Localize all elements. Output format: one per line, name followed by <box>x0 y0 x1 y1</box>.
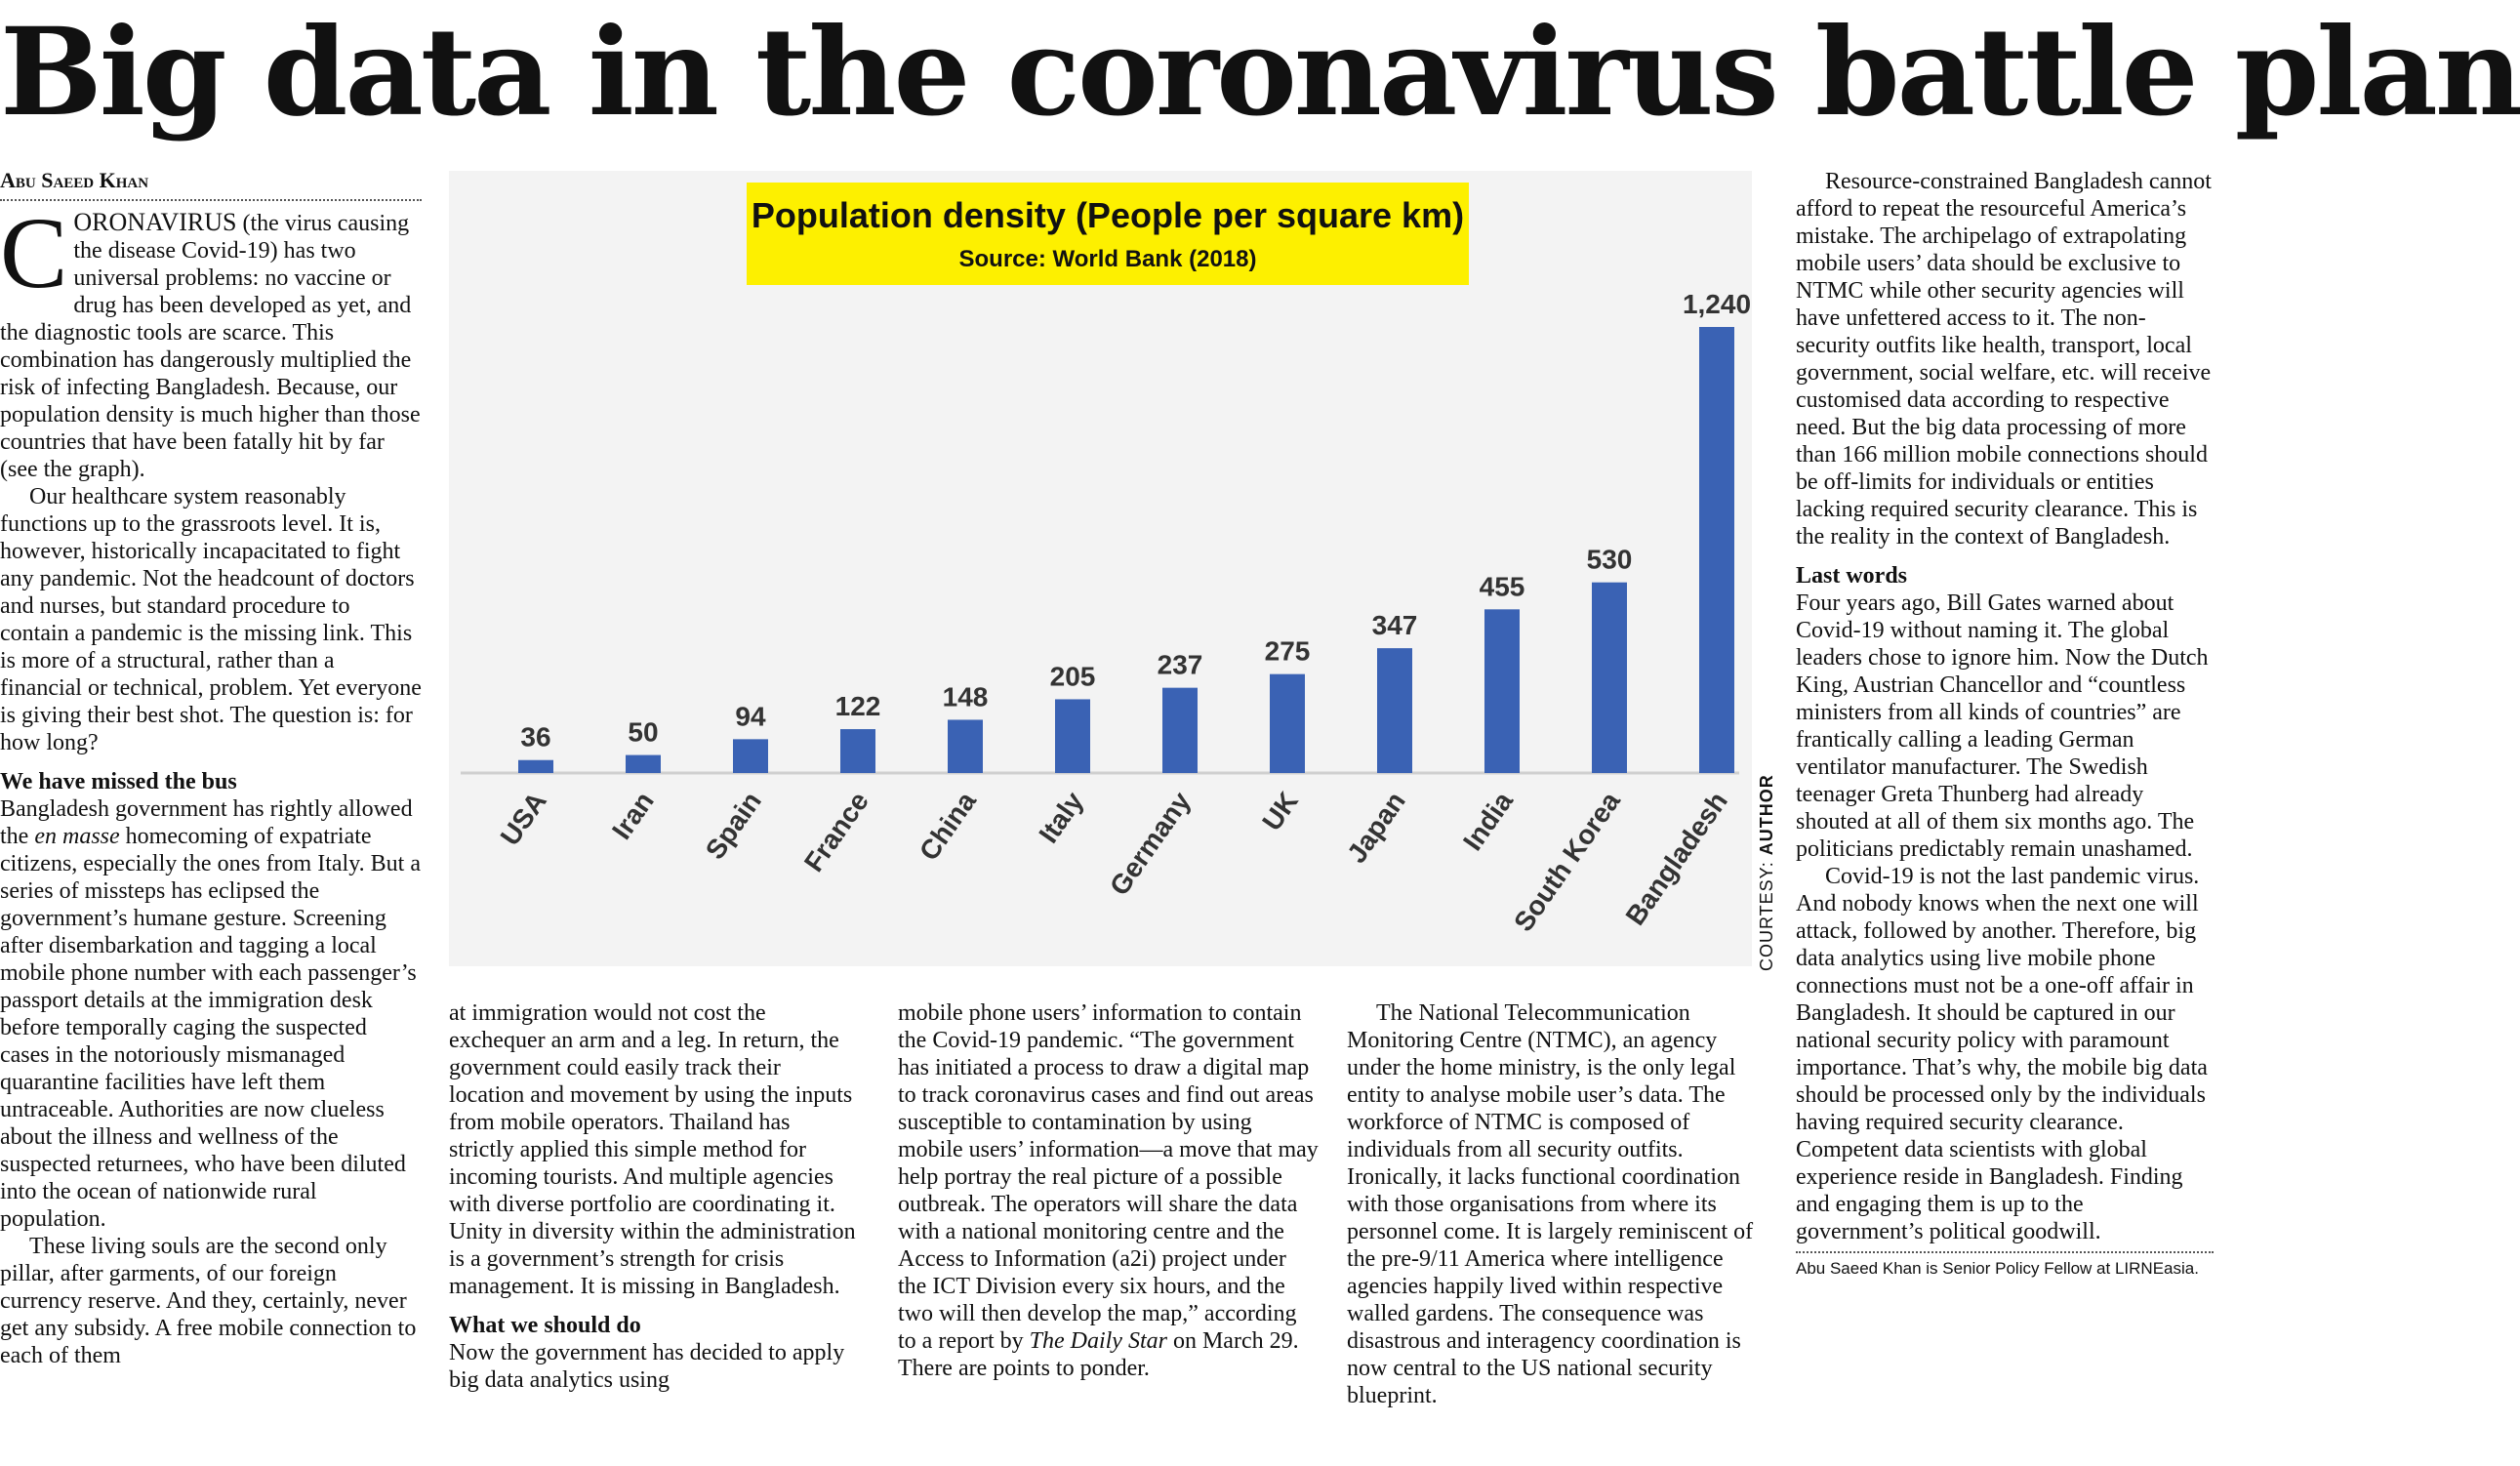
drop-cap: C <box>0 197 68 309</box>
article-column-5 <box>1796 168 2214 1466</box>
tick-label: India <box>1457 786 1519 856</box>
paragraph: Now the government has decided to apply big data analytics using <box>449 1340 845 1393</box>
paragraph <box>0 795 422 1233</box>
tick-label: South Korea <box>1508 786 1626 937</box>
data-label: 347 <box>1371 610 1418 641</box>
photo-credit <box>1757 774 1777 971</box>
tick-label: USA <box>494 786 552 851</box>
tick-label: France <box>797 786 874 877</box>
data-label: 94 <box>735 701 766 732</box>
data-label: 455 <box>1479 571 1525 602</box>
chart-subtitle: Source: World Bank (2018) <box>958 246 1257 272</box>
text-run: homecoming of expatriate citizens, especially the ones from Italy. But a series of missteps has eclipsed the government’s humane gesture. Screening after disembarkation and tagging a local mobile phone number with each passenger’s passport details at the immigration desk before temporally caging the suspected cases in the notoriously mismanaged quarantine facilities have left them untraceable. Authorities are now clueless about the illness and wellness of the suspected returnees, who have been diluted into the ocean of nationwide rural population. <box>0 824 421 1232</box>
section-heading: What we should do <box>449 1313 641 1338</box>
bar-italy <box>1055 699 1090 773</box>
tick-label: Germany <box>1103 786 1197 901</box>
text-run: on March 29. There are points to ponder. <box>898 1328 1299 1381</box>
bar-chart <box>449 171 1752 966</box>
paragraph: These living souls are the second only pillar, after garments, of our foreign currency reserve. And they, certainly, never get any subsidy. A free mobile connection to each of them <box>0 1234 417 1368</box>
paragraph <box>898 999 1320 1382</box>
bar-china <box>948 719 983 773</box>
lead-word: ORONAVIRUS <box>73 208 237 236</box>
data-label: 530 <box>1586 544 1633 575</box>
tick-label: Japan <box>1341 786 1411 869</box>
author-byline: Abu Saeed Khan <box>0 168 422 201</box>
text-run: mobile phone users’ information to contain the Covid-19 pandemic. “The government has initiated a process to draw a digital map to track coronavirus cases and find out areas susceptible to contamination by using mobile users’ information—a move that may help portray the real picture of a possible outbreak. The operators will share the data with a national monitoring centre and the Access to Information (a2i) project under the ICT Division every six hours, and the two will then develop the map,” according to a report by <box>898 1000 1319 1354</box>
bar-uk <box>1270 674 1305 773</box>
paragraph: at immigration would not cost the exchequer an arm and a leg. In return, the government could easily track their location and movement by using the inputs from mobile operators. Thailand has strictly applied this simple method for incoming tourists. And multiple agencies with diverse portfolio are coordinating it. Unity in diversity within the administration is a government’s strength for crisis management. It is missing in Bangladesh. <box>449 1000 856 1299</box>
headline: Big data in the coronavirus battle plan <box>0 2 2520 143</box>
paragraph: Resource-constrained Bangladesh cannot afford to repeat the resourceful America’s mistake. The archipelago of extrapolating mobile users’ data should be exclusive to NTMC while other security agencies will have unfettered access to it. The non-security outfits like health, transport, local government, social welfare, etc. will receive customised data according to respective need. But the big data processing of more than 166 million mobile connections should be off-limits for individuals or entities lacking required security clearance. This is the reality in the context of Bangladesh. <box>1796 169 2212 550</box>
chart-title: Population density (People per square km) <box>751 195 1465 235</box>
data-label: 50 <box>628 716 659 748</box>
data-label: 148 <box>942 681 989 713</box>
text-run: Bangladesh government has rightly allowed the <box>0 796 413 849</box>
article-column-1 <box>0 168 422 1466</box>
paragraph: The National Telecommunication Monitoring Centre (NTMC), an agency under the home ministry, is the only legal entity to analyse mobile user’s data. The workforce of NTMC is composed of individuals from all security outfits. Ironically, it lacks functional coordination with those organisations from where its personnel come. It is largely reminiscent of the pre-9/11 America where intelligence agencies happily lived within respective walled gardens. The consequence was disastrous and interagency coordination is now central to the US national security blueprint. <box>1347 1000 1754 1408</box>
data-label: 275 <box>1264 635 1311 667</box>
emphasis: en masse <box>34 824 120 849</box>
bar-germany <box>1162 688 1198 773</box>
data-label: 36 <box>520 721 551 753</box>
paragraph: Four years ago, Bill Gates warned about Covid-19 without naming it. The global leaders chose to ignore him. Now the Dutch King, Austrian Chancellor and “countless ministers from all kinds of countries” are frantically calling a leading German ventilator manufacturer. The Swedish teenager Greta Thunberg had already shouted at all of them six months ago. The politicians predictably remain unashamed. <box>1796 590 2209 862</box>
paragraph: Covid-19 is not the last pandemic virus. And nobody knows when the next one will attack, followed by another. Therefore, big data analytics using live mobile phone connections must not be a one-off affair in Bangladesh. It should be captured in our national security policy with paramount importance. That’s why, the mobile big data should be processed only by the individuals having required security clearance. Competent data scientists with global experience reside in Bangladesh. Finding and engaging them is up to the government’s political goodwill. <box>1796 864 2208 1244</box>
tick-label: Bangladesh <box>1619 786 1733 931</box>
article-column-4 <box>1347 999 1767 1466</box>
text-run: (the virus causing the disease Covid-19) has two universal problems: no vaccine or drug has been developed as yet, and the diagnostic tools are scarce. This combination has dangerously multiplied the risk of infecting Bangladesh. Because, our population density is much higher than those countries that have been fatally hit by far (see the graph). <box>0 211 421 482</box>
bar-usa <box>518 760 553 773</box>
data-label: 237 <box>1157 649 1203 680</box>
bar-japan <box>1377 648 1412 773</box>
section-heading: Last words <box>1796 563 1908 589</box>
bar-india <box>1484 609 1520 773</box>
author-footnote: Abu Saeed Khan is Senior Policy Fellow at LIRNEasia. <box>1796 1251 2214 1279</box>
tick-label: UK <box>1256 786 1304 836</box>
article-column-2 <box>449 999 859 1466</box>
emphasis: The Daily Star <box>1029 1328 1167 1354</box>
bar-spain <box>733 739 768 773</box>
tick-label: Spain <box>699 786 767 865</box>
section-heading: We have missed the bus <box>0 769 237 794</box>
credit-name: AUTHOR <box>1757 774 1776 856</box>
credit-label: COURTESY: <box>1757 855 1776 971</box>
bar-iran <box>626 755 661 773</box>
bar-south-korea <box>1592 583 1627 773</box>
paragraph: Our healthcare system reasonably functions up to the grassroots level. It is, however, historically incapacitated to fight any pandemic. Not the headcount of doctors and nurses, but standard procedure to contain a pandemic is the missing link. This is more of a structural, rather than a financial or technical, problem. Yet everyone is giving their best shot. The question is: for how long? <box>0 484 422 755</box>
tick-label: Iran <box>606 786 660 845</box>
bar-france <box>840 729 875 773</box>
article-column-3 <box>898 999 1320 1466</box>
data-label: 1,240 <box>1682 289 1752 319</box>
data-label: 205 <box>1049 661 1096 692</box>
tick-label: China <box>913 786 982 867</box>
bar-series <box>495 289 1751 937</box>
chart-figure <box>449 171 1752 966</box>
tick-label: Italy <box>1033 786 1089 849</box>
paragraph <box>0 197 422 483</box>
data-label: 122 <box>834 691 881 722</box>
bar-bangladesh <box>1699 327 1734 773</box>
